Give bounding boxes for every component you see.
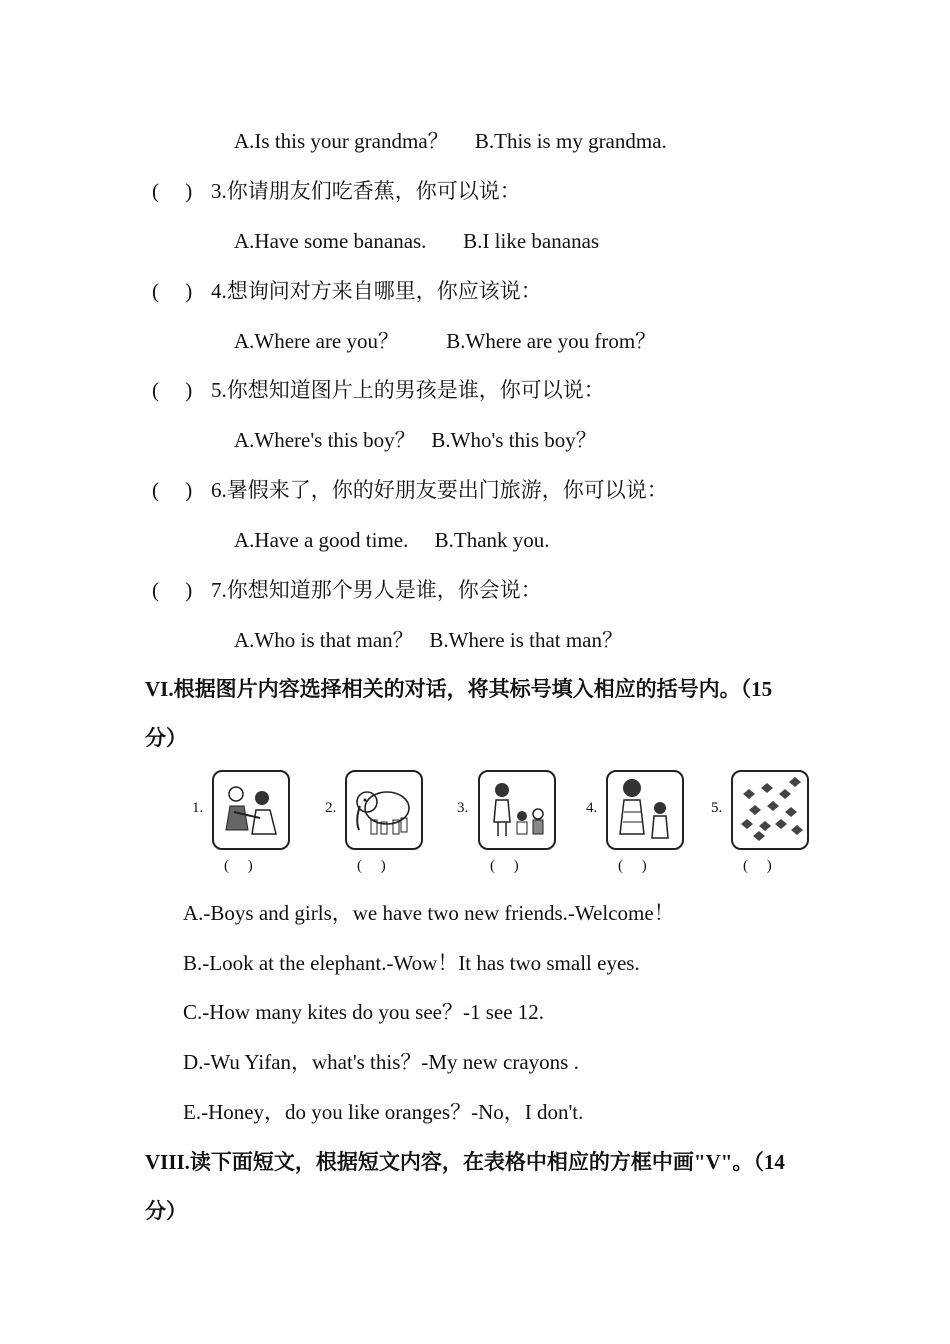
q7-answer-bracket[interactable]: ( ): [152, 578, 193, 602]
q4-answer-bracket[interactable]: ( ): [152, 279, 193, 303]
dialogue-d: D.-Wu Yifan，what's this？-My new crayons .: [183, 1050, 579, 1074]
q7-question: 7.你想知道那个男人是谁，你会说：: [211, 578, 542, 602]
picture-5-kites-icon: [731, 770, 809, 850]
section-viii-title: VIII.读下面短文，根据短文内容，在表格中相应的方框中画"V"。（14: [145, 1150, 785, 1174]
picture-5-number: 5.: [711, 800, 723, 816]
section-viii-title-cont: 分）: [145, 1199, 187, 1223]
picture-2-number: 2.: [325, 800, 337, 816]
picture-4-answer-bracket[interactable]: ( ): [618, 858, 647, 874]
picture-3-number: 3.: [457, 800, 469, 816]
picture-4-number: 4.: [586, 800, 598, 816]
picture-2-elephant-icon: [345, 770, 423, 850]
picture-3-family-icon: [478, 770, 556, 850]
q7-options: A.Who is that man？ B.Where is that man？: [234, 628, 624, 652]
section-vi-title-cont: 分）: [145, 726, 187, 750]
picture-5-answer-bracket[interactable]: ( ): [743, 858, 772, 874]
section-vi-title: VI.根据图片内容选择相关的对话，将其标号填入相应的括号内。（15: [145, 677, 773, 701]
dialogue-e: E.-Honey，do you like oranges？-No，I don't.: [183, 1100, 584, 1124]
q5-options: A.Where's this boy？ B.Who's this boy？: [234, 428, 597, 452]
q5-answer-bracket[interactable]: ( ): [152, 378, 193, 402]
dialogue-c: C.-How many kites do you see？-1 see 12.: [183, 1000, 545, 1024]
q4-question: 4.想询问对方来自哪里，你应该说：: [211, 279, 542, 303]
q3-answer-bracket[interactable]: ( ): [152, 179, 193, 203]
picture-3-answer-bracket[interactable]: ( ): [490, 858, 519, 874]
q4-options: A.Where are you？ B.Where are you from？: [234, 329, 657, 353]
picture-1-answer-bracket[interactable]: ( ): [224, 858, 253, 874]
picture-1-people-icon: [212, 770, 290, 850]
picture-2-answer-bracket[interactable]: ( ): [357, 858, 386, 874]
dialogue-a: A.-Boys and girls，we have two new friends.-Welcome！: [183, 901, 675, 925]
q6-question: 6.暑假来了，你的好朋友要出门旅游，你可以说：: [211, 478, 668, 502]
q5-question: 5.你想知道图片上的男孩是谁，你可以说：: [211, 378, 605, 402]
q3-question: 3.你请朋友们吃香蕉，你可以说：: [211, 179, 521, 203]
picture-1-number: 1.: [192, 800, 204, 816]
picture-4-mother-child-icon: [606, 770, 684, 850]
q6-answer-bracket[interactable]: ( ): [152, 478, 193, 502]
q2-options: A.Is this your grandma？ B.This is my grandma.: [234, 129, 667, 153]
q3-options: A.Have some bananas. B.I like bananas: [234, 229, 600, 253]
q6-options: A.Have a good time. B.Thank you.: [234, 528, 550, 552]
dialogue-b: B.-Look at the elephant.-Wow！It has two small eyes.: [183, 951, 640, 975]
